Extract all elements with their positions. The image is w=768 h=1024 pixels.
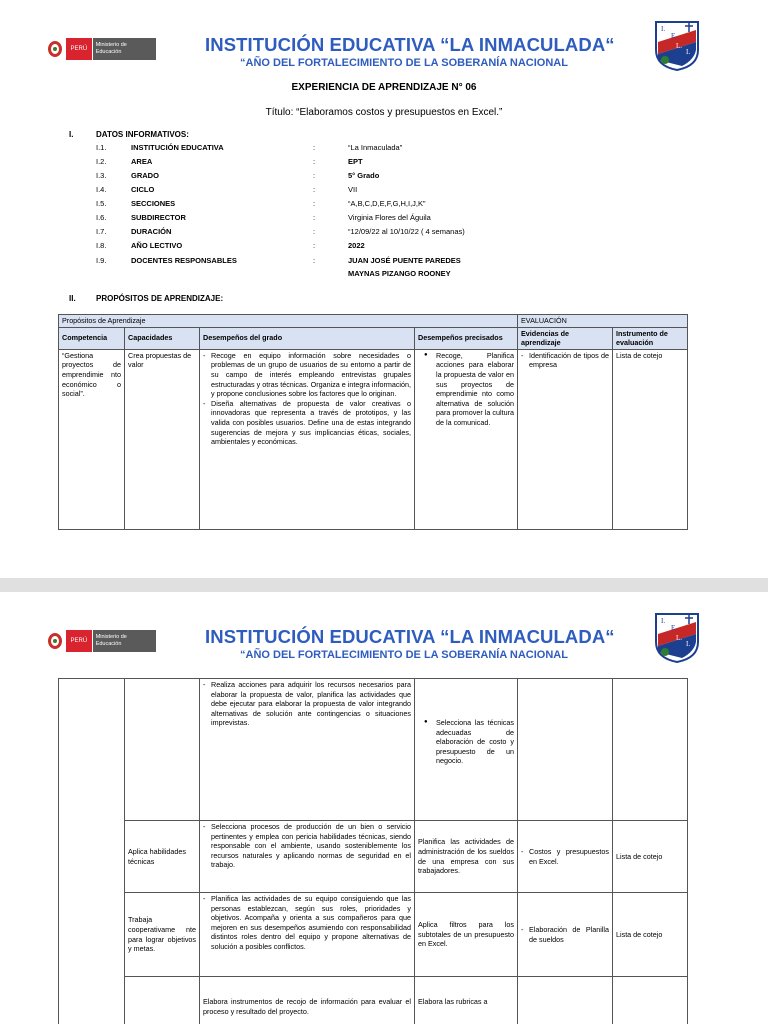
- header-competencia: Competencia: [59, 327, 125, 349]
- cell-desempenos: Elabora instrumentos de recojo de información para evaluar el proceso y resultado del proyecto.: [200, 977, 415, 1024]
- crest-letter: I.: [686, 640, 691, 648]
- crest-letter: I.: [686, 48, 691, 56]
- crest-letter: E.: [671, 32, 678, 40]
- cell-instrumento: Lista de cotejo: [613, 893, 688, 977]
- cell-capacidad: Crea propuestas de valor: [125, 349, 200, 529]
- evidencia-item: - Costos y presupuestos en Excel.: [521, 847, 609, 866]
- desempeno-item: - Realiza acciones para adquirir los recursos necesarios para elaborar la propuesta de valor, planifica las actividades que debe ejecutar para elaborar la propuesta de valor integrando alternativas de solución ante contingencias o situaciones imprevistas.: [203, 680, 411, 728]
- cell-evidencia-empty: [518, 679, 613, 821]
- cell-precisado: Planifica las actividades de administración de los sueldos de una empresa con sus trabajadores.: [415, 821, 518, 893]
- school-crest-icon: [654, 612, 700, 664]
- crest-letter: E.: [671, 624, 678, 632]
- header-instrumento: Instrumento de evaluación: [613, 327, 688, 349]
- peru-coat-of-arms-icon: [46, 38, 64, 60]
- group-header-evaluation: EVALUACIÓN: [518, 315, 688, 328]
- desempeno-item: - Selecciona procesos de producción de un bien o servicio pertinentes y emplea con pericia habilidades técnicas, siendo responsable con el ambiente, usando sosteniblemente los recursos naturales y aplicando normas de seguridad en el trabajo.: [203, 822, 411, 870]
- precisado-item: ● Selecciona las técnicas adecuadas de elaboración de costo y presupuesto de un negocio.: [422, 718, 514, 766]
- peru-label: PERÚ: [66, 38, 92, 60]
- section-number: I.: [69, 130, 74, 139]
- ministry-logo: [46, 627, 156, 655]
- precisado-item: ● Recoge, Planifica acciones para elaborar la propuesta de valor en sus proyectos de emprendimie nto como alternativa de solución para promover la cultura de la comunicad.: [422, 351, 514, 428]
- page-header: [0, 592, 768, 661]
- header-desempenos: Desempeños del grado: [200, 327, 415, 349]
- peru-coat-of-arms-icon: [46, 630, 64, 652]
- year-motto: “AÑO DEL FORTALECIMIENTO DE LA SOBERANÍA NACIONAL: [240, 57, 568, 69]
- crest-letter: I.: [661, 25, 666, 33]
- table-row: [59, 349, 688, 529]
- document-page-2: [0, 592, 768, 1024]
- desempeno-item: - Recoge en equipo información sobre necesidades o problemas de un grupo de usuarios de su entorno a partir de su campo de interés empleando entrevistas grupales estructuradas y otras técnicas. Organiza e integra información, y propone conclusiones sobre los factores que lo originan.: [203, 351, 411, 399]
- crest-letter: L.: [676, 42, 683, 50]
- ministry-label: Ministerio de Educación: [93, 630, 156, 652]
- cell-desempenos: [200, 679, 415, 821]
- table-row: [59, 679, 688, 821]
- desempeno-item: - Diseña alternativas de propuesta de valor creativas o innovadoras que representa a través de prototipos, y las valida con posibles usuarios. Define una de estas integrando sugerencias de mejora y sus implicancias éticas, sociales, ambientales y económicas.: [203, 399, 411, 447]
- table-row: [59, 821, 688, 893]
- cell-desempenos: [200, 821, 415, 893]
- cell-instrumento-empty: [613, 977, 688, 1024]
- crest-letter: I.: [661, 617, 666, 625]
- cell-capacidad-empty: [125, 679, 200, 821]
- page-separator: [0, 578, 768, 592]
- cell-competencia-empty: [59, 679, 125, 1024]
- experience-subtitle: Título: “Elaboramos costos y presupuestos en Excel.”: [265, 107, 503, 118]
- section-title: PROPÓSITOS DE APRENDIZAJE:: [96, 294, 224, 303]
- page-header: [0, 0, 768, 69]
- cell-desempenos: [200, 893, 415, 977]
- peru-label: PERÚ: [66, 630, 92, 652]
- cell-instrumento: Lista de cotejo: [613, 349, 688, 529]
- cell-instrumento-empty: [613, 679, 688, 821]
- ministry-logo: [46, 35, 156, 63]
- cell-capacidad: Aplica habilidades técnicas: [125, 821, 200, 893]
- table-group-header: [59, 315, 688, 328]
- cell-evidencia: [518, 349, 613, 529]
- year-motto: “AÑO DEL FORTALECIMIENTO DE LA SOBERANÍA NACIONAL: [240, 649, 568, 661]
- cell-precisado: Elabora las rubricas a: [415, 977, 518, 1024]
- ministry-label: Ministerio de Educación: [93, 38, 156, 60]
- crest-letter: L.: [676, 634, 683, 642]
- cell-competencia: “Gestiona proyectos de emprendimie nto económico o social”.: [59, 349, 125, 529]
- section-title: DATOS INFORMATIVOS:: [96, 130, 189, 139]
- cell-precisado: Aplica filtros para los subtotales de un presupuesto en Excel.: [415, 893, 518, 977]
- cell-desempenos: [200, 349, 415, 529]
- header-desempenos-precisados: Desempeños precisados: [415, 327, 518, 349]
- section-number: II.: [69, 294, 76, 303]
- cell-capacidad: Trabaja cooperativame nte para lograr objetivos y metas.: [125, 893, 200, 977]
- group-header-purposes: Propósitos de Aprendizaje: [59, 315, 518, 328]
- learning-purposes-table: [58, 314, 688, 530]
- institution-title: INSTITUCIÓN EDUCATIVA “LA INMACULADA“: [205, 626, 615, 647]
- evidencia-item: - Identificación de tipos de empresa: [521, 351, 609, 370]
- table-row: [59, 893, 688, 977]
- institution-title: INSTITUCIÓN EDUCATIVA “LA INMACULADA“: [205, 34, 615, 55]
- experience-title: EXPERIENCIA DE APRENDIZAJE N° 06: [291, 82, 477, 93]
- cell-precisado: [415, 679, 518, 821]
- header-capacidades: Capacidades: [125, 327, 200, 349]
- cell-evidencia: [518, 893, 613, 977]
- table-header: [59, 327, 688, 349]
- cell-evidencia: [518, 821, 613, 893]
- cell-evidencia-empty: [518, 977, 613, 1024]
- learning-purposes-table-continued: [58, 678, 688, 1024]
- table-row: [59, 977, 688, 1024]
- desempeno-item: - Planifica las actividades de su equipo consiguiendo que las personas establezcan, según sus roles, prioridades y objetivos. Acompaña y orienta a sus compañeros para que mejoren en sus desempeños asumiendo con responsabilidad distintos roles dentro del equipo y propone alternativas de solución a posibles conflictos.: [203, 894, 411, 952]
- evidencia-item: - Elaboración de Planilla de sueldos: [521, 925, 609, 944]
- cell-capacidad-empty: [125, 977, 200, 1024]
- document-page-1: PERÚ Ministerio de Educación INSTITUCIÓN EDUCATIVA “LA INMACULADA“ “AÑO DEL FORTALECIMIENTO DE LA SOBERANÍA NACIONAL I. E. L. I. EXPERIENCIA DE APRENDIZAJE N° 06 Título: “Elaboramos costos y presupuestos en Excel.” I. DATOS INFORMATIVOS: I.1. INSTITUCIÓN EDUCATIVA : “La Inmaculada” I.2. AREA : EPT I.3. GRADO : 5° Grado I.4. CICLO : VII I.5. SECCIONES : “A,B,C,D,E,F,G,H,I,J,K” I.6. SUBDIRECTOR : Virginia Flores del Águila I.7. DURACIÓN : “12/09/22 al 10/10/22 ( 4 semanas) I.8. AÑO LECTIVO : 2022 I.9. DOCENTES RESPONSABLES : JUAN JOSÉ PUENTE PAREDES MAYNAS PIZANGO ROONEY II. PROPÓSITOS DE APRENDIZAJE: Propósitos de Aprendizaje EVALUACIÓN Competencia Capacidades Desempeños del grado Desempeños precisados Evidencias de aprendizaje Instrumento de evaluación “Gestiona proyectos de emprendimie nto económico o social”. Crea propuestas de valor - Recoge en equipo información sobre necesidades o problemas de un grupo de usuarios de su entorno a partir de su campo de interés empleando entrevistas grupales estructuradas y otras técnicas. Organiza e integra información, y propone conclusiones sobre los factores que lo originan. - Diseña alternativas de propuesta de valor creativas o innovadoras que representa a través de prototipos, y las valida con posibles usuarios. Define una de estas integrando sugerencias de mejora y sus implicancias éticas, sociales, ambientales y económicas. ● Recoge, Planifica acciones para elaborar la propuesta de valor en sus proyectos de emprendimie nto como alternativa de solución para promover la cultura de la comunicad. - Identificación de tipos de empresa Lista de cotejo: [0, 0, 768, 578]
- school-crest-icon: [654, 20, 700, 72]
- header-evidencias: Evidencias de aprendizaje: [518, 327, 613, 349]
- cell-precisado: [415, 349, 518, 529]
- cell-instrumento: Lista de cotejo: [613, 821, 688, 893]
